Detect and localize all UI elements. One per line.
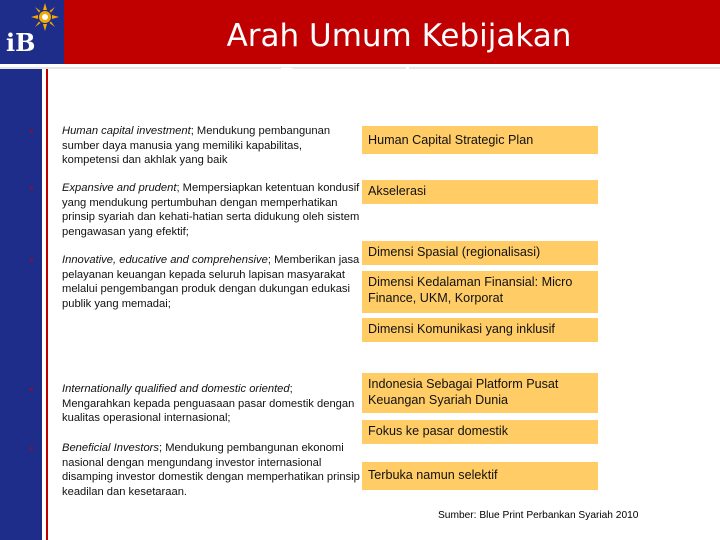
tag-label: Dimensi Spasial (regionalisasi) <box>362 241 598 265</box>
bullet-body: ; Mengarahkan kepada penguasaan pasar domestik dengan kualitas operasional internasional; <box>62 383 355 425</box>
bullet-text <box>62 181 362 240</box>
tag-label: Terbuka namun selektif <box>362 462 598 490</box>
tag-label: Dimensi Kedalaman Finansial: Micro Finance, UKM, Korporat <box>362 271 598 313</box>
bullet-text <box>62 253 362 312</box>
bullet-marker: ▪ <box>30 443 34 453</box>
bullet-emphasis: Innovative, educative and comprehensive <box>62 254 268 266</box>
bullet-text <box>62 441 362 500</box>
bullet-marker: ▪ <box>30 126 34 136</box>
bullet-body: ; Memberikan jasa pelayanan keuangan kepada seluruh lapisan masyarakat melalui pengembangan produk dengan dukungan edukasi publik yang memadai; <box>62 254 360 311</box>
bullet-text <box>62 124 362 168</box>
bullet-emphasis: Internationally qualified and domestic oriented <box>62 383 290 395</box>
bullet-emphasis: Human capital investment <box>62 125 191 137</box>
tag-label: Dimensi Komunikasi yang inklusif <box>362 318 598 342</box>
page-title: Arah Umum Kebijakan Pengembangan <box>226 18 572 98</box>
bullet-text <box>62 382 362 426</box>
tag-label: Akselerasi <box>362 180 598 204</box>
sidebar-band <box>0 69 42 540</box>
tag-label: Fokus ke pasar domestik <box>362 420 598 444</box>
bullet-body: ; Mendukung pembangunan sumber daya manusia yang memiliki kapabilitas, kompetensi dan akhlak yang baik <box>62 125 331 167</box>
bullet-marker: ▪ <box>30 183 34 193</box>
bullet-marker: ▪ <box>30 384 34 394</box>
bullet-marker: ▪ <box>30 255 34 265</box>
tag-label: Indonesia Sebagai Platform Pusat Keuangan Syariah Dunia <box>362 373 598 413</box>
bullet-emphasis: Expansive and prudent <box>62 182 177 194</box>
tag-label: Human Capital Strategic Plan <box>362 126 598 154</box>
logo <box>0 0 64 64</box>
bullet-body: ; Mendukung pembangunan ekonomi nasional dengan mengundang investor internasional disamping investor domestik dengan memperhatikan prinsip keadilan dan kesetaraan. <box>62 442 360 499</box>
logo-text: iB <box>6 28 36 57</box>
bullet-emphasis: Beneficial Investors <box>62 442 160 454</box>
sidebar-accent <box>46 69 48 540</box>
source-citation: Sumber: Blue Print Perbankan Syariah 2010 <box>438 510 639 521</box>
bullet-body: ; Mempersiapkan ketentuan kondusif yang mendukung pertumbuhan dengan memperhatikan prinsip syariah dan kehati-hatian serta didukung oleh sistem pengawasan yang efektif; <box>62 182 360 239</box>
